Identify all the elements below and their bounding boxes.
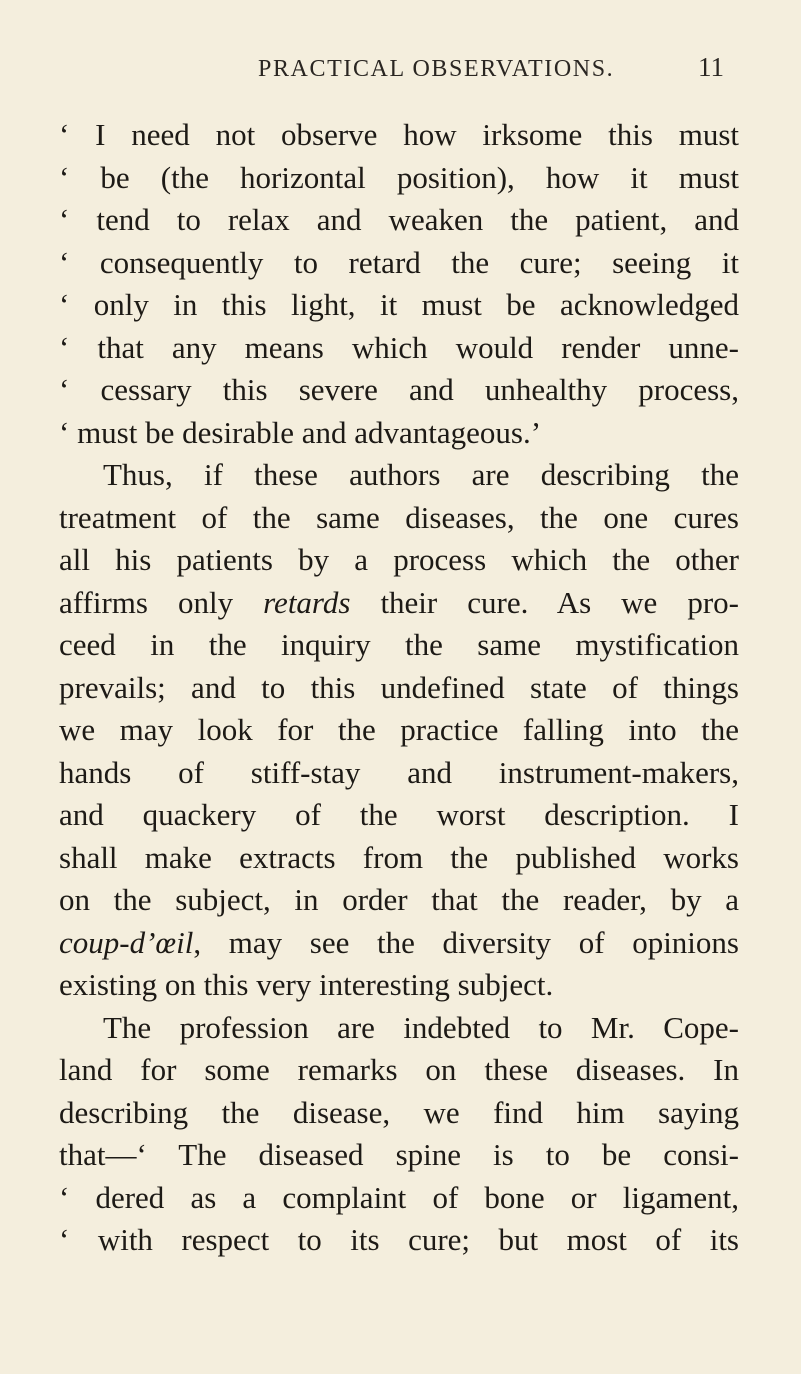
text-line: describing the disease, we find him saying xyxy=(59,1094,739,1130)
text-line: that—‘ The diseased spine is to be consi- xyxy=(59,1137,739,1172)
text-line: existing on this very interesting subject. xyxy=(59,967,554,1002)
text-line: we may look for the practice falling into the xyxy=(59,712,739,747)
text-line: ‘ must be desirable and advantageous.’ xyxy=(59,414,542,450)
text-line: ‘ I need not observe how irksome this must xyxy=(59,117,739,152)
running-head: PRACTICAL OBSERVATIONS. xyxy=(258,56,615,82)
paragraph-first-line: Thus, if these authors are describing the xyxy=(103,457,739,492)
text-line: shall make extracts from the published works xyxy=(59,839,739,875)
text-line xyxy=(59,922,739,965)
text-segment: their cure. As we pro- xyxy=(350,584,739,620)
paragraph-first-line: The profession are indebted to Mr. Cope- xyxy=(103,1009,739,1045)
text-line: ‘ consequently to retard the cure; seeing it xyxy=(59,244,739,280)
text-line: treatment of the same diseases, the one cures xyxy=(59,499,739,535)
text-line: all his patients by a process which the other xyxy=(59,542,739,577)
text-line: ‘ that any means which would render unne- xyxy=(59,329,739,365)
text-line: ‘ only in this light, it must be acknowledged xyxy=(59,287,739,322)
text-line xyxy=(59,582,739,625)
text-segment: , may see the diversity of opinions xyxy=(193,924,739,960)
italic-phrase: coup-d’œil xyxy=(59,924,194,960)
text-line: ‘ cessary this severe and unhealthy process, xyxy=(59,372,739,407)
text-line: ‘ tend to relax and weaken the patient, and xyxy=(59,202,739,237)
text-line: prevails; and to this undefined state of things xyxy=(59,669,739,705)
text-line: land for some remarks on these diseases. In xyxy=(59,1052,739,1087)
page-number: 11 xyxy=(698,52,724,82)
text-line: on the subject, in order that the reader, by a xyxy=(59,882,739,917)
text-line: ceed in the inquiry the same mystification xyxy=(59,627,739,662)
italic-word: retards xyxy=(263,584,351,620)
text-line: and quackery of the worst description. I xyxy=(59,797,739,832)
text-line: ‘ dered as a complaint of bone or ligament, xyxy=(59,1179,739,1215)
text-line: ‘ with respect to its cure; but most of its xyxy=(59,1222,739,1257)
text-segment: affirms only xyxy=(59,584,264,620)
text-line: hands of stiff-stay and instrument-makers, xyxy=(59,754,739,790)
text-line: ‘ be (the horizontal position), how it must xyxy=(59,159,739,195)
body-text xyxy=(59,114,739,1262)
